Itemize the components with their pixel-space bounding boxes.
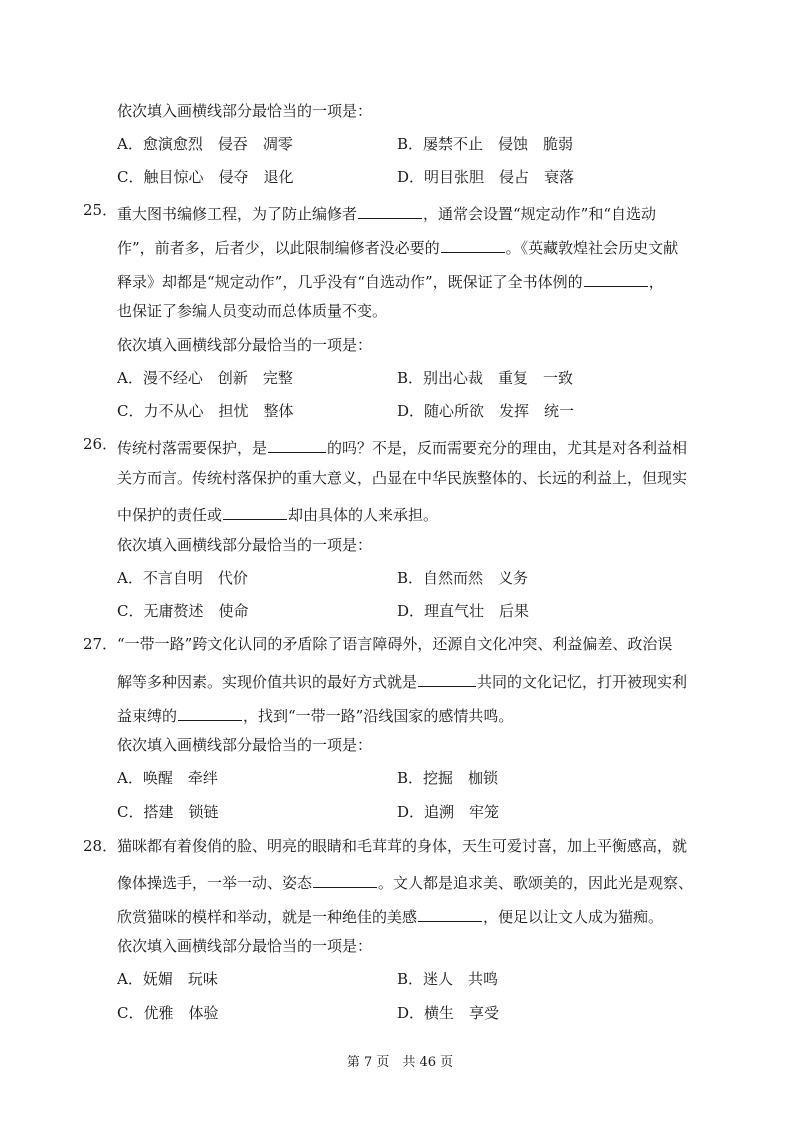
q26-option-c: C．无庸赘述 使命 bbox=[117, 602, 249, 620]
answer-blank bbox=[418, 671, 476, 687]
q28-text: 像体操选手，一举一动、姿态 bbox=[117, 874, 313, 892]
q26-text: 却由具体的人来承担。 bbox=[288, 506, 439, 524]
q24-option-b: B．屡禁不止 侵蚀 脆弱 bbox=[397, 135, 574, 153]
q27-line-1: “一带一路”跨文化认同的矛盾除了语言障碍外，还源自文化冲突、利益偏差、政治误 bbox=[117, 635, 673, 653]
q27-line-3 bbox=[117, 705, 513, 724]
q28-line-2 bbox=[117, 872, 693, 891]
q25-option-d: D．随心所欲 发挥 统一 bbox=[397, 402, 575, 420]
q26-text: 的吗？不是，反而需要充分的理由，尤其是对各利益相 bbox=[327, 439, 688, 457]
q25-text: ， bbox=[648, 273, 664, 291]
q25-line-2 bbox=[117, 237, 678, 256]
q25-text: 。《英藏敦煌社会历史文献 bbox=[505, 239, 679, 257]
q26-option-b: B．自然而然 义务 bbox=[397, 569, 529, 587]
q27-text: ，找到“一带一路”沿线国家的感情共鸣。 bbox=[243, 707, 514, 725]
q25-line-1 bbox=[117, 203, 656, 222]
q28-text: ，便足以让文人成为猫痴。 bbox=[483, 908, 664, 926]
answer-blank bbox=[178, 705, 242, 721]
page-footer: 第 7 页 共 46 页 bbox=[346, 1055, 454, 1070]
q24-prompt: 依次填入画横线部分最恰当的一项是： bbox=[117, 102, 373, 120]
q25-line-4: 也保证了参编人员变动而总体质量不变。 bbox=[117, 302, 388, 320]
q25-text: ，通常会设置“规定动作”和“自选动 bbox=[423, 205, 657, 223]
q26-prompt: 依次填入画横线部分最恰当的一项是： bbox=[117, 536, 373, 554]
q27-option-b: B．挖掘 枷锁 bbox=[397, 769, 499, 787]
answer-blank bbox=[418, 906, 482, 922]
q28-option-c: C．优雅 体验 bbox=[117, 1004, 219, 1022]
answer-blank bbox=[223, 504, 287, 520]
q26-option-d: D．理直气壮 后果 bbox=[397, 602, 530, 620]
answer-blank bbox=[268, 437, 326, 453]
q27-option-d: D．追溯 牢笼 bbox=[397, 803, 500, 821]
answer-blank bbox=[441, 237, 505, 253]
q25-option-c: C．力不从心 担忧 整体 bbox=[117, 402, 294, 420]
q28-number: 28． bbox=[83, 837, 118, 855]
q26-option-a: A．不言自明 代价 bbox=[117, 569, 248, 587]
q24-option-d: D．明目张胆 侵占 衰落 bbox=[397, 168, 575, 186]
q28-option-a: A．妩媚 玩味 bbox=[117, 970, 218, 988]
q27-option-c: C．搭建 锁链 bbox=[117, 803, 219, 821]
q28-prompt: 依次填入画横线部分最恰当的一项是： bbox=[117, 937, 373, 955]
q27-option-a: A．唤醒 牵绊 bbox=[117, 769, 218, 787]
q27-text: 共同的文化记忆，打开被现实利 bbox=[477, 673, 688, 691]
q26-number: 26． bbox=[83, 435, 118, 453]
q25-text: 作”，前者多，后者少，以此限制编修者没必要的 bbox=[117, 239, 440, 257]
q27-prompt: 依次填入画横线部分最恰当的一项是： bbox=[117, 736, 373, 754]
q25-text: 释录》却都是“规定动作”，几乎没有“自选动作”，既保证了全书体例的 bbox=[117, 273, 583, 291]
q24-option-a: A．愈演愈烈 侵吞 凋零 bbox=[117, 135, 293, 153]
q27-line-2 bbox=[117, 671, 687, 690]
q24-option-c: C．触目惊心 侵夺 退化 bbox=[117, 168, 294, 186]
q27-text: 益束缚的 bbox=[117, 707, 178, 725]
q25-number: 25． bbox=[83, 201, 118, 219]
q25-option-b: B．别出心裁 重复 一致 bbox=[397, 369, 574, 387]
answer-blank bbox=[584, 271, 648, 287]
q26-text: 传统村落需要保护，是 bbox=[117, 439, 268, 457]
q26-line-1 bbox=[117, 437, 687, 456]
q26-text: 中保护的责任或 bbox=[117, 506, 223, 524]
q28-option-b: B．迷人 共鸣 bbox=[397, 970, 499, 988]
q26-line-2: 关方而言。传统村落保护的重大意义，凸显在中华民族整体的、长远的利益上，但现实 bbox=[117, 469, 688, 487]
q25-line-3 bbox=[117, 271, 664, 290]
answer-blank bbox=[313, 872, 377, 888]
q28-line-1: 猫咪都有着俊俏的脸、明亮的眼睛和毛茸茸的身体，天生可爱讨喜，加上平衡感高，就 bbox=[117, 837, 688, 855]
q25-prompt: 依次填入画横线部分最恰当的一项是： bbox=[117, 336, 373, 354]
answer-blank bbox=[358, 203, 422, 219]
q28-text: 欣赏猫咪的模样和举动，就是一种绝佳的美感 bbox=[117, 908, 418, 926]
q28-option-d: D．横生 享受 bbox=[397, 1004, 500, 1022]
q25-text: 重大图书编修工程，为了防止编修者 bbox=[117, 205, 358, 223]
q26-line-3 bbox=[117, 504, 438, 523]
q25-option-a: A．漫不经心 创新 完整 bbox=[117, 369, 293, 387]
q27-text: 解等多种因素。实现价值共识的最好方式就是 bbox=[117, 673, 418, 691]
q28-line-3 bbox=[117, 906, 663, 925]
q28-text: 。文人都是追求美、歌颂美的，因此光是观察、 bbox=[378, 874, 694, 892]
q27-number: 27． bbox=[83, 635, 118, 653]
